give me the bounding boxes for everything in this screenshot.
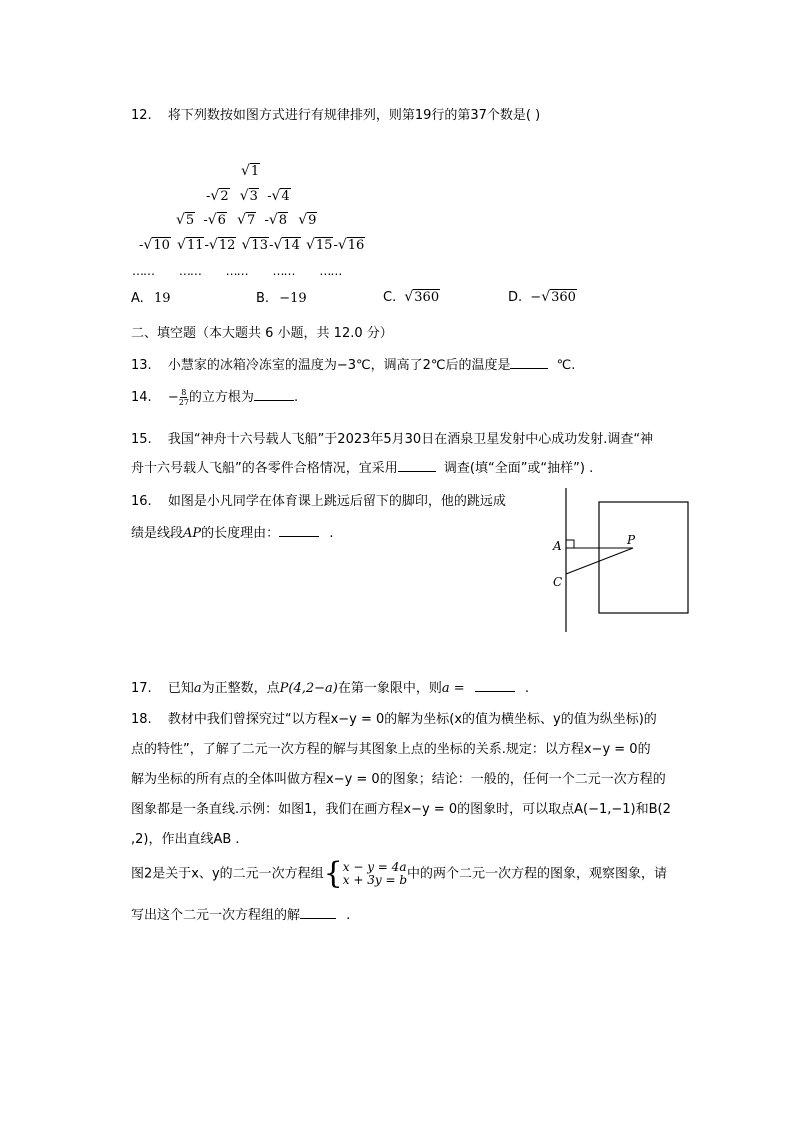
- q16-line2: 绩是线段AP的长度理由： .: [131, 526, 334, 541]
- q12-stem: [131, 104, 540, 123]
- q15-answer-blank[interactable]: [398, 459, 436, 472]
- tri-cell: √10: [143, 237, 170, 253]
- q12-text: 将下列数按如图方式进行有规律排列，则第19行的第37个数是( ): [167, 108, 541, 123]
- q18-line3: 解为坐标的所有点的全体叫做方程x−y = 0的图象；结论：一般的，任何一个二元一次方程的: [131, 772, 666, 787]
- tri-cell: √9: [298, 212, 317, 228]
- q18-line4: 图象都是一条直线.示例：如图1，我们在画方程x−y = 0的图象时，可以取点A(−1,−1)和B(2: [131, 802, 671, 817]
- tri-cell: √3: [239, 188, 258, 204]
- q18-line7: 写出这个二元一次方程组的解 .: [131, 908, 351, 923]
- q16-figure: [545, 486, 695, 636]
- q18-answer-blank[interactable]: [300, 906, 336, 919]
- tri-cell: √5: [176, 212, 195, 228]
- tri-cell: √16: [337, 237, 365, 253]
- right-angle-mark: [566, 540, 574, 548]
- tri-cell: √2: [210, 188, 229, 204]
- q13: 13. 小慧家的冰箱冷冻室的温度为−3℃，调高了2℃后的温度是 ℃.: [131, 358, 576, 373]
- q17-answer-blank[interactable]: [475, 679, 515, 692]
- tri-row-1: [241, 163, 260, 179]
- q14-answer-blank[interactable]: [254, 388, 294, 401]
- label-p: P: [627, 533, 636, 547]
- tri-cell: √11: [177, 237, 204, 253]
- tri-cell: √15: [305, 237, 333, 253]
- q15-line2: 舟十六号载人飞船”的各零件合格情况，宜采用 调查(填“全面”或“抽样”) .: [131, 461, 594, 476]
- q12-option-d: D. −√360: [508, 289, 576, 305]
- q18-line6: 图2是关于x、y的二元一次方程组{ x − y = 4a x + 3y = b 中的两个二元一次方程的图象，观察图象，请: [131, 856, 668, 891]
- q16-line1: 16. 如图是小凡同学在体育课上跳远后留下的脚印，他的跳远成: [131, 494, 506, 509]
- q18-line1: 18. 教材中我们曾探究过“以方程x−y = 0的解为坐标(x的值为横坐标、y的值为纵坐标)的: [131, 712, 657, 727]
- tri-cell: √8: [268, 212, 288, 228]
- section-header: 二、填空题（本大题共 6 小题，共 12.0 分）: [131, 326, 393, 341]
- q12-option-a: A. 19: [131, 291, 171, 306]
- tri-cell: √14: [273, 237, 300, 253]
- landing-box: [599, 502, 688, 613]
- tri-row-2: -√2 √3 -√4: [206, 188, 290, 204]
- q18-line5: ,2)，作出直线AB .: [131, 832, 240, 847]
- q15-line1: 15. 我国“神舟十六号载人飞船”于2023年5月30日在酒泉卫星发射中心成功发射.调查“神: [131, 432, 654, 447]
- tri-cell: √1: [241, 163, 260, 179]
- q13-answer-blank[interactable]: [510, 356, 548, 369]
- tri-cell: √7: [237, 212, 256, 228]
- tri-cell: √12: [208, 237, 236, 253]
- tri-row-3: √5 -√6 √7 -√8 √9: [176, 212, 317, 228]
- q17: 17. 已知a为正整数，点P(4,2−a)在第一象限中，则a = .: [131, 681, 530, 696]
- q12-option-c: C. √360: [383, 289, 440, 305]
- q12-number: 12.: [131, 108, 152, 123]
- q14: 14. − $\frac{8}{27}$ 的立方根为 .: [131, 388, 299, 407]
- tri-row-dots: …… …… …… …… ……: [132, 264, 342, 278]
- label-a: A: [553, 539, 562, 553]
- q14-fraction: $\frac{8}{27}$: [178, 388, 189, 407]
- q12-option-b: B. −19: [256, 291, 307, 306]
- q18-line2: 点的特性”，了解了二元一次方程的解与其图象上点的坐标的关系.规定：以方程x−y = 0的: [131, 742, 651, 757]
- tri-cell: √4: [271, 188, 290, 204]
- q16-answer-blank[interactable]: [279, 524, 319, 537]
- label-c: C: [553, 575, 563, 589]
- tri-cell: √13: [241, 237, 268, 253]
- tri-cell: √6: [207, 212, 226, 228]
- equation-system: x − y = 4a x + 3y = b: [342, 860, 407, 887]
- tri-row-4: -√10 √11-√12 √13-√14 √15-√16: [139, 237, 365, 253]
